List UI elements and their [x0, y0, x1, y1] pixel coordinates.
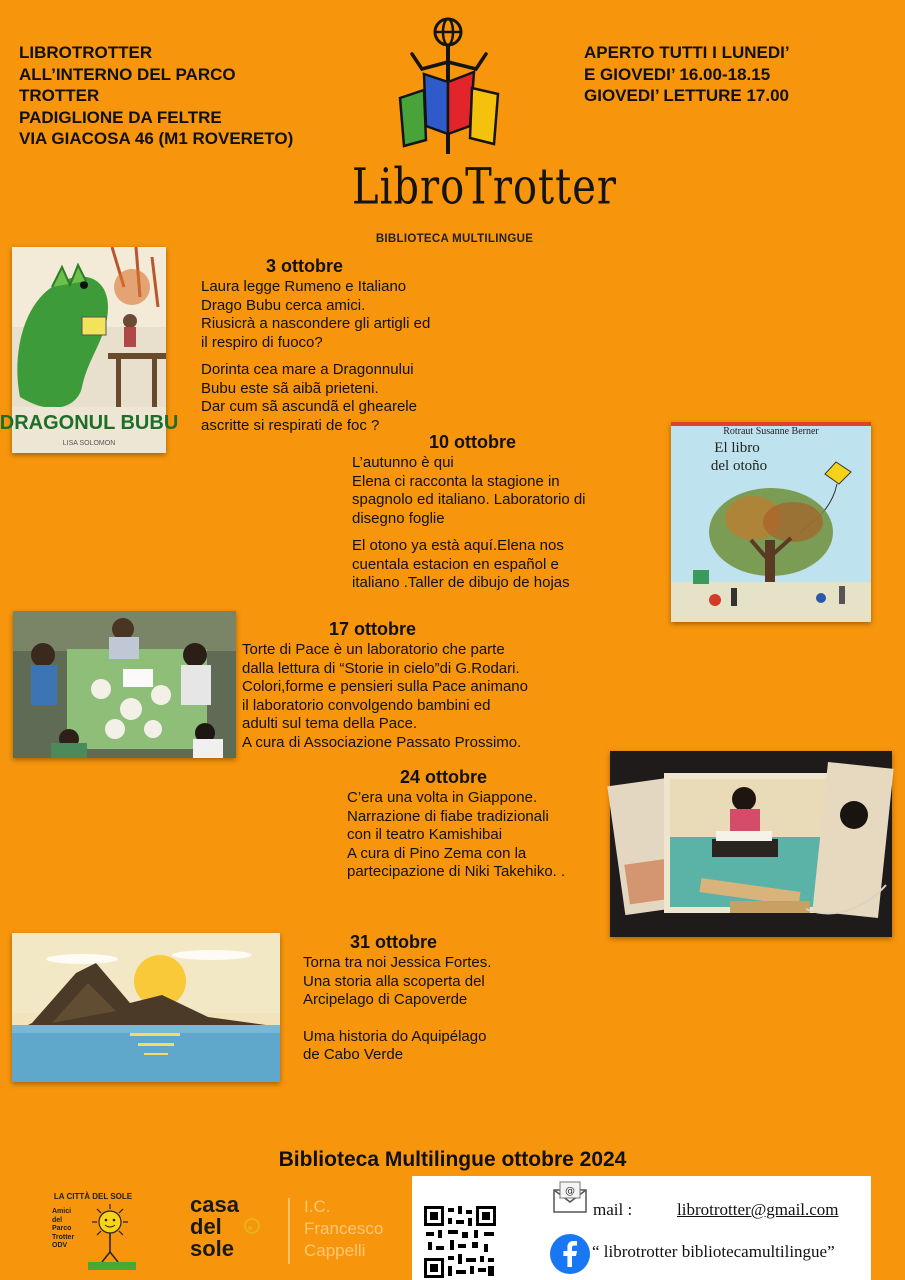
dragonul-bubu-book-cover — [0, 247, 179, 453]
event-text-line: Una storia alla scoperta del — [303, 972, 485, 990]
sun-swirl-icon — [242, 1216, 262, 1236]
event-description — [303, 954, 491, 1065]
otono-title-line: El libro — [714, 440, 760, 456]
event-description — [347, 789, 565, 882]
event-text-line: Colori,forme e pensieri sulla Pace animano — [242, 678, 528, 695]
el-libro-del-otono-book-cover — [671, 422, 871, 622]
event-text-line: L’autunno è qui — [352, 454, 454, 471]
event-text-line: il laboratorio convolgendo bambini ed — [242, 696, 491, 714]
librotrotter-logo — [352, 14, 617, 254]
event-text-line: spagnolo ed italiano. Laboratorio di — [352, 491, 586, 508]
citta-del-sole-line: del — [52, 1216, 63, 1224]
event-text-line: italiano .Taller de dibujo de hojas — [352, 574, 570, 591]
qr-code-icon[interactable] — [422, 1204, 498, 1280]
event-date: 10 ottobre — [429, 432, 517, 452]
event-text-line: dalla lettura di “Storie in cielo”di G.Rodari. — [242, 659, 520, 677]
event-text-line: Narrazione di fiabe tradizionali — [347, 807, 549, 825]
address-line: TROTTER — [19, 86, 100, 105]
event-date: 31 ottobre — [350, 932, 438, 952]
citta-del-sole-line: Parco — [52, 1225, 72, 1232]
event-description — [201, 278, 430, 435]
logo-subtitle: BIBLIOTECA MULTILINGUE — [375, 233, 534, 245]
casa-del-sole-line: sole — [190, 1236, 235, 1261]
event-text-line: A cura di Pino Zema con la — [347, 844, 527, 862]
event-text-line: Bubu este sã aibã prieteni. — [201, 379, 379, 397]
casa-del-sole-line: casa — [190, 1192, 239, 1217]
event-text-line: C’era una volta in Giappone. — [347, 789, 538, 806]
event-text-line: ascritte si respirati de foc ? — [201, 416, 380, 434]
citta-del-sole-line: ODV — [52, 1242, 68, 1249]
event-text-line: Drago Bubu cerca amici. — [201, 296, 366, 314]
event-text-line: Torte di Pace è un laboratorio che parte — [242, 641, 505, 658]
event-text-line: de Cabo Verde — [303, 1046, 404, 1063]
contact-box — [412, 1176, 871, 1280]
address-line: VIA GIACOSA 46 (M1 ROVERETO) — [19, 129, 294, 148]
event-text-line: Elena ci racconta la stagione in — [352, 472, 560, 490]
opening-hours-block — [584, 42, 790, 107]
event-description — [352, 454, 586, 593]
reading-figure-icon — [352, 14, 557, 164]
citta-del-sole-logo — [48, 1192, 158, 1272]
citta-del-sole-line: Trotter — [52, 1233, 75, 1241]
facebook-icon[interactable] — [550, 1234, 590, 1274]
logo-wordmark: LibroTrotter — [352, 158, 617, 216]
otono-title-line: del otoño — [710, 458, 768, 474]
event-text-line: Dar cum sã ascundã el ghearele — [201, 398, 417, 415]
event-text-line: il respiro di fuoco? — [201, 333, 323, 351]
otono-author: Rotraut Susanne Berner — [723, 426, 819, 437]
ic-line: Cappelli — [304, 1241, 366, 1260]
casa-del-sole-logo — [190, 1194, 270, 1274]
event-text-line: Dorinta cea mare a Dragonnului — [201, 361, 414, 378]
event-text-line: Arcipelago di Capoverde — [303, 991, 468, 1008]
hours-line: GIOVEDI’ LETTURE 17.00 — [584, 86, 790, 105]
event-text-line: Torna tra noi Jessica Fortes. — [303, 954, 492, 971]
kamishibai-cards-photo — [610, 751, 892, 937]
event-text-line: partecipazione di Niki Takehiko. . — [347, 863, 566, 880]
facebook-link[interactable]: “ librotrotter bibliotecamultilingue” — [592, 1242, 835, 1261]
casa-del-sole-line: del — [190, 1214, 222, 1239]
address-block — [19, 42, 293, 150]
address-line: PADIGLIONE DA FELTRE — [19, 107, 222, 127]
event-text-line: Uma historia do Aquipélago — [303, 1027, 487, 1045]
mail-label: mail : — [593, 1200, 633, 1219]
citta-del-sole-line: Amici — [52, 1208, 72, 1215]
dragonul-bubu-author: LISA SOLOMON — [62, 440, 116, 447]
event-date: 3 ottobre — [266, 256, 344, 276]
footer-title: Biblioteca Multilingue ottobre 2024 — [278, 1148, 627, 1171]
ic-cappelli-logo — [304, 1196, 383, 1262]
sun-figure-icon — [88, 1204, 138, 1270]
logo-divider — [288, 1198, 290, 1264]
event-text-line: cuentala estacion en español e — [352, 555, 559, 573]
hours-line: APERTO TUTTI I LUNEDI’ — [584, 43, 790, 62]
event-date: 17 ottobre — [329, 619, 417, 639]
event-text-line: Riusicrà a nascondere gli artigli ed — [201, 315, 431, 332]
event-text-line: Laura legge Rumeno e Italiano — [201, 278, 407, 295]
mail-link[interactable]: librotrotter@gmail.com — [677, 1200, 839, 1219]
address-line: LIBROTROTTER — [19, 43, 153, 62]
dragonul-bubu-title: DRAGONUL BUBU — [0, 412, 179, 434]
event-text-line: A cura di Associazione Passato Prossimo. — [242, 733, 522, 751]
event-text-line: El otono ya està aquí.Elena nos — [352, 537, 564, 554]
event-description — [242, 641, 528, 752]
svg-text:@: @ — [565, 1186, 575, 1197]
event-date: 24 ottobre — [400, 767, 488, 787]
torte-di-pace-workshop-photo — [13, 611, 236, 758]
address-line: ALL’INTERNO DEL PARCO — [19, 64, 236, 84]
ic-line: I.C. — [304, 1197, 331, 1216]
capoverde-island-illustration — [12, 933, 280, 1082]
event-text-line: disegno foglie — [352, 509, 445, 527]
event-text-line: adulti sul tema della Pace. — [242, 715, 418, 732]
ic-line: Francesco — [304, 1219, 384, 1238]
hours-line: E GIOVEDI’ 16.00-18.15 — [584, 64, 771, 84]
email-icon — [553, 1182, 587, 1214]
event-text-line: con il teatro Kamishibai — [347, 826, 503, 843]
citta-del-sole-heading: LA CITTÀ DEL SOLE — [53, 1192, 133, 1201]
